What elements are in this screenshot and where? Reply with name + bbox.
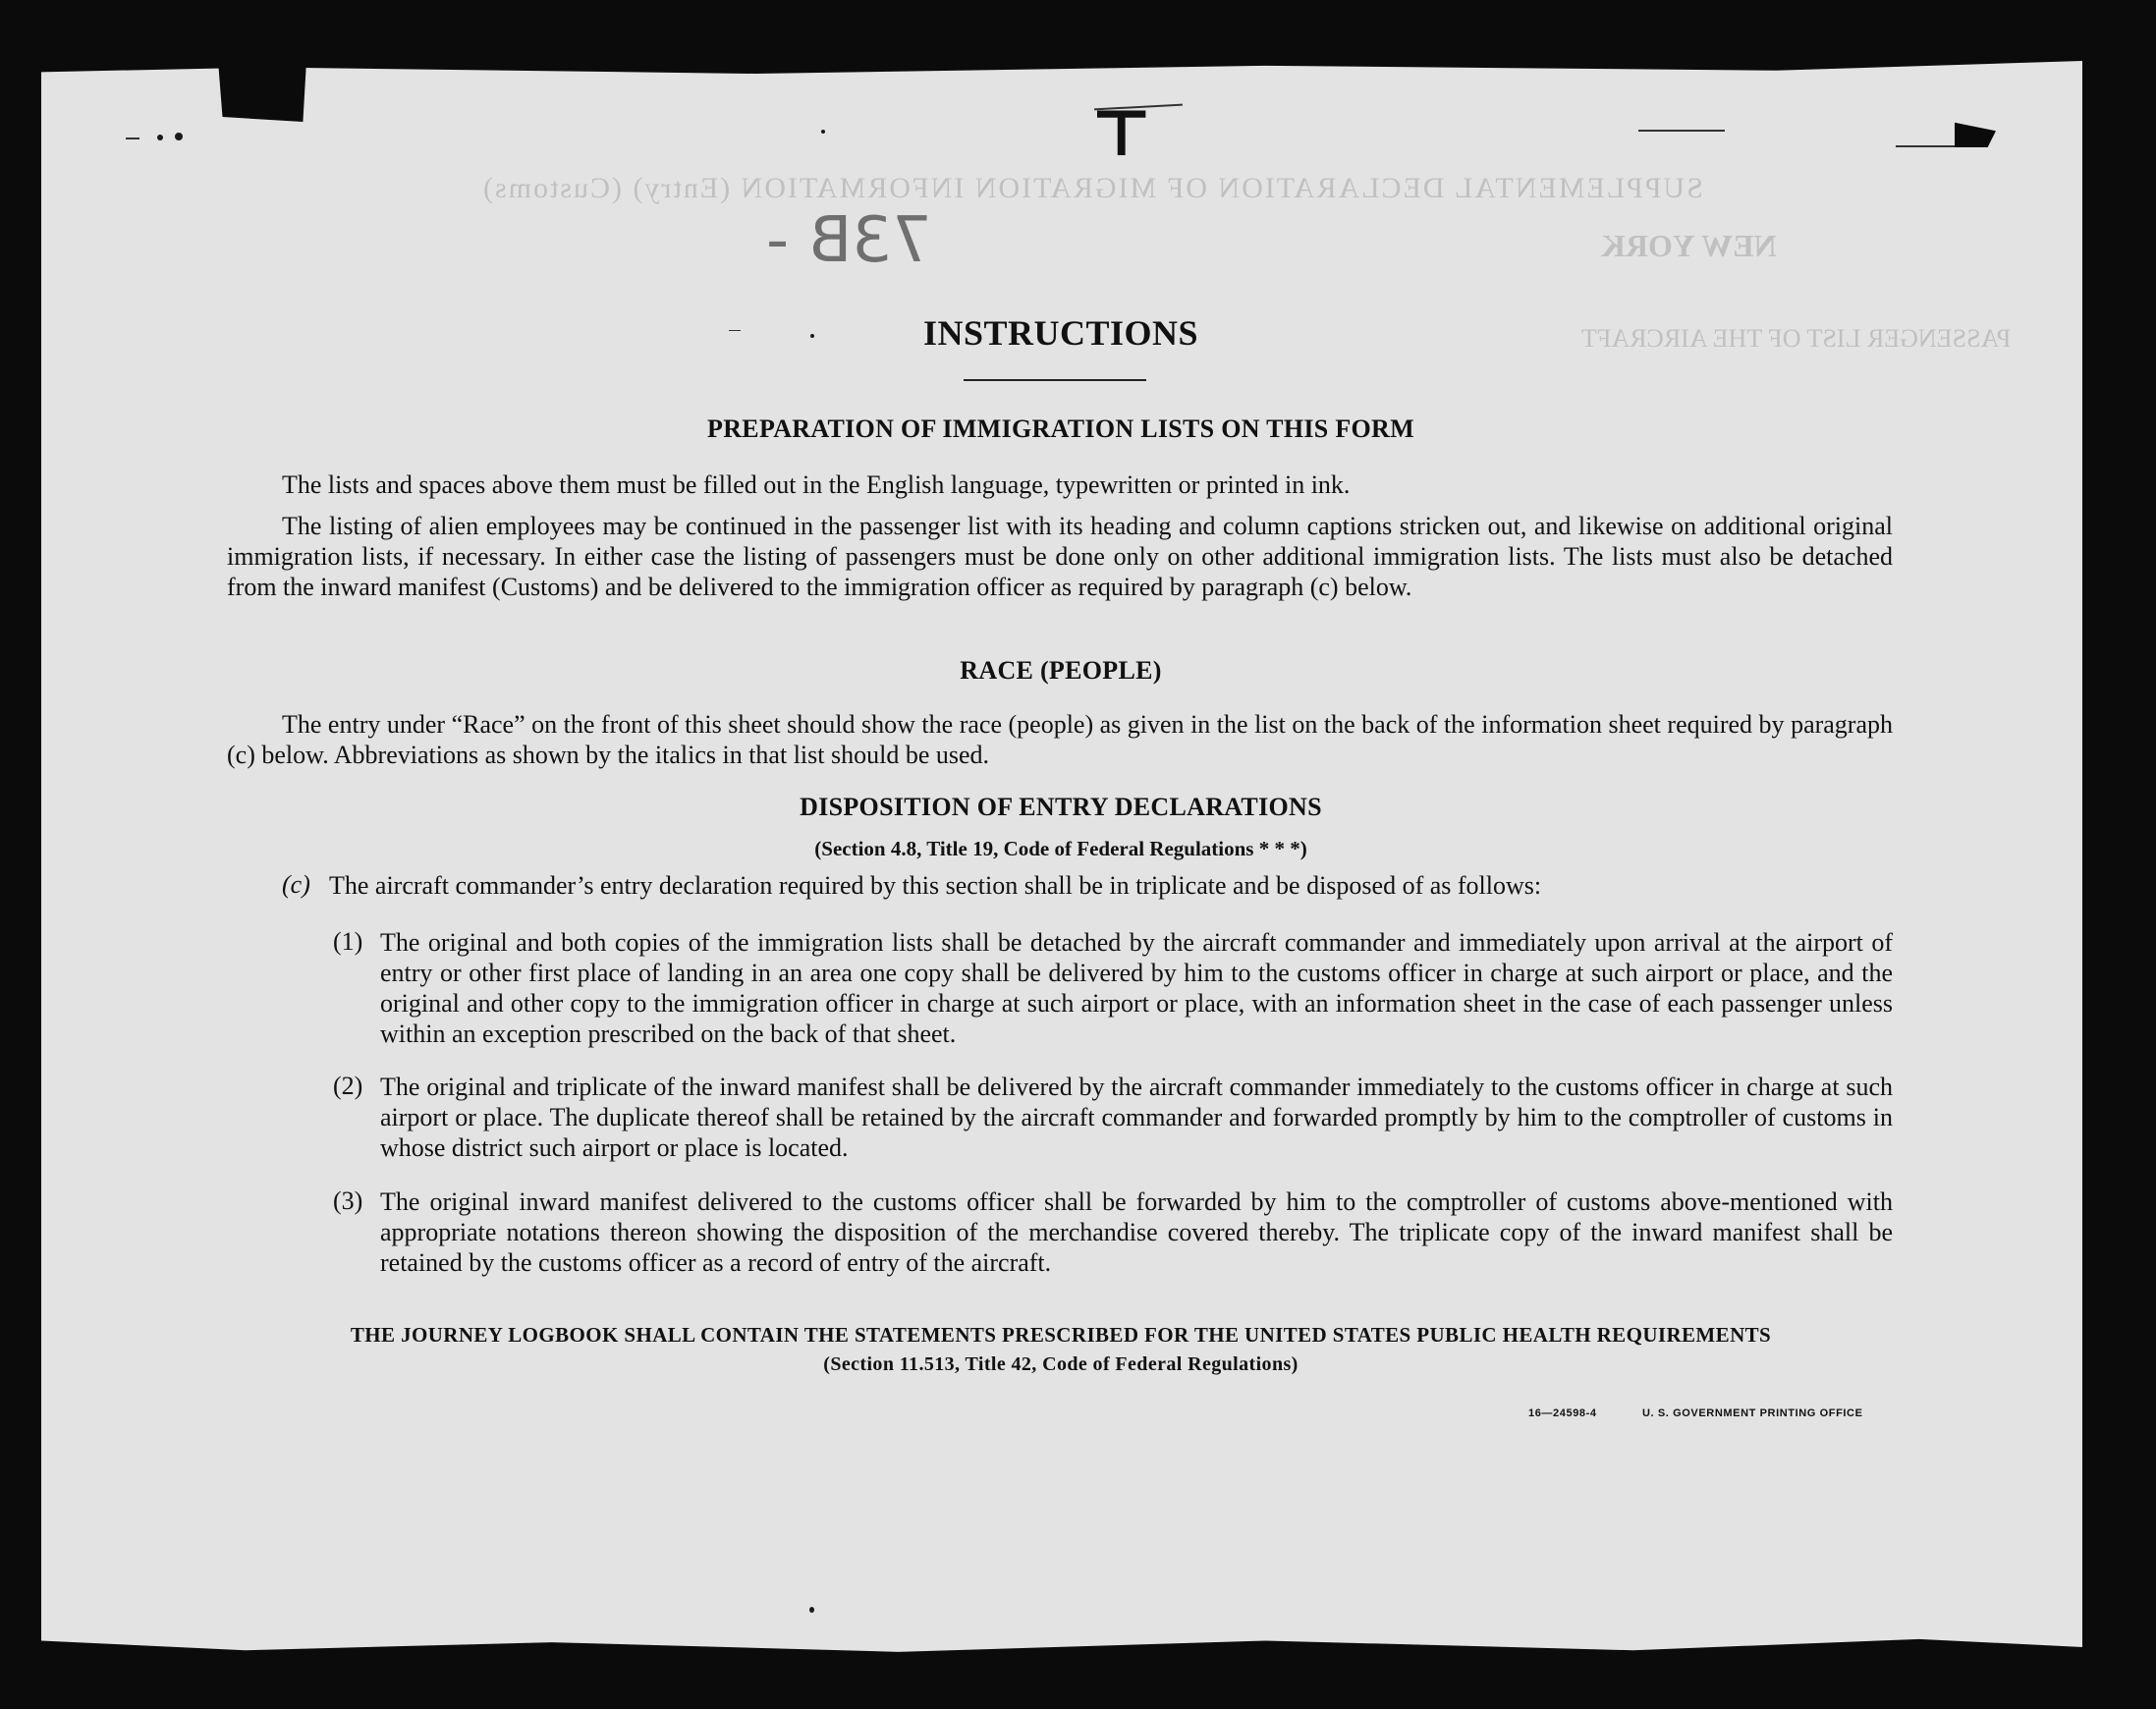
speck [809, 1607, 814, 1613]
disposition-heading: DISPOSITION OF ENTRY DECLARATIONS [800, 793, 1322, 821]
item-text: The original inward manifest delivered to the customs officer shall be forwarded by him to the comptroller of customs above-mentioned with appropriate notations thereon showing the disposition of the merchandise covered thereby. The triplicate copy of the inward manifest shall be retained by the customs officer as a record of entry of the aircraft. [380, 1187, 1893, 1277]
binding-tab-left [218, 61, 306, 122]
item-number: (2) [333, 1072, 363, 1100]
speck [175, 133, 183, 140]
disposition-intro: The aircraft commander’s entry declaration required by this section shall be in triplicate and be disposed of as follows: [329, 871, 1542, 900]
preparation-para-2: The listing of alien employees may be continued in the passenger list with its heading and column captions stricken out, and likewise on additional original immigration lists, if necessary. In either case the listing of passengers must be done only on other additional immigration lists. The lists must also be detached from the inward manifest (Customs) and be delivered to the immigration officer as required by paragraph (c) below. [227, 512, 1893, 601]
race-para: The entry under “Race” on the front of this sheet should show the race (people) as given in the list on the back of the information sheet required by paragraph (c) below. Abbreviations as shown by the italics in that list should be used. [227, 710, 1893, 769]
handwritten-note: 73B - [766, 204, 932, 277]
form-number: 16—24598-4 [1528, 1407, 1597, 1419]
speck [157, 135, 163, 140]
health-requirements-heading: THE JOURNEY LOGBOOK SHALL CONTAIN THE STATEMENTS PRESCRIBED FOR THE UNITED STATES PUBLIC HEALTH REQUIREMENTS [350, 1323, 1772, 1347]
printer-imprint: U. S. GOVERNMENT PRINTING OFFICE [1642, 1407, 1863, 1419]
disposition-citation: (Section 4.8, Title 19, Code of Federal Regulations * * *) [814, 837, 1307, 860]
item-text: The original and both copies of the immigration lists shall be detached by the aircraft commander and immediately upon arrival at the airport of entry or other first place of landing in an area one copy shall be delivered by him to the customs officer in charge at such airport or place, and the original and other copy to the immigration officer in charge at such airport or place, with an information sheet in the case of each passenger unless within an exception prescribed on the back of that sheet. [380, 928, 1893, 1048]
preparation-heading: PREPARATION OF IMMIGRATION LISTS ON THIS FORM [707, 414, 1414, 443]
page-title: INSTRUCTIONS [922, 313, 1199, 353]
bleed-through-text: NEW YORK [1601, 228, 1777, 263]
item-text: The original and triplicate of the inward manifest shall be delivered by the aircraft commander immediately to the customs officer in charge at such airport or place. The duplicate thereof shall be retained by the aircraft commander and forwarded promptly by him to the comptroller of customs in whose district such airport or place is located. [380, 1073, 1893, 1162]
title-underline [964, 379, 1146, 381]
speck [821, 130, 825, 134]
top-dash-far-right [1896, 145, 1955, 147]
disposition-intro-label: (c) [282, 870, 310, 899]
top-dash-left [126, 138, 139, 139]
top-center-mark: ⊤ [1090, 98, 1153, 170]
health-requirements-citation: (Section 11.513, Title 42, Code of Federal Regulations) [823, 1353, 1299, 1375]
bleed-through-text: SUPPLEMENTAL DECLARATION OF MIGRATION INFORMATION (Entry) (Customs) [481, 172, 1703, 204]
top-dash-right [1638, 130, 1725, 132]
item-number: (3) [333, 1186, 363, 1215]
bleed-through-text: PASSENGER LIST OF THE AIRCRAFT [1581, 324, 2012, 353]
preparation-para-1: The lists and spaces above them must be filled out in the English language, typewritten or printed in ink. [282, 470, 1351, 499]
item-number: (1) [333, 927, 363, 956]
race-heading: RACE (PEOPLE) [960, 656, 1162, 685]
